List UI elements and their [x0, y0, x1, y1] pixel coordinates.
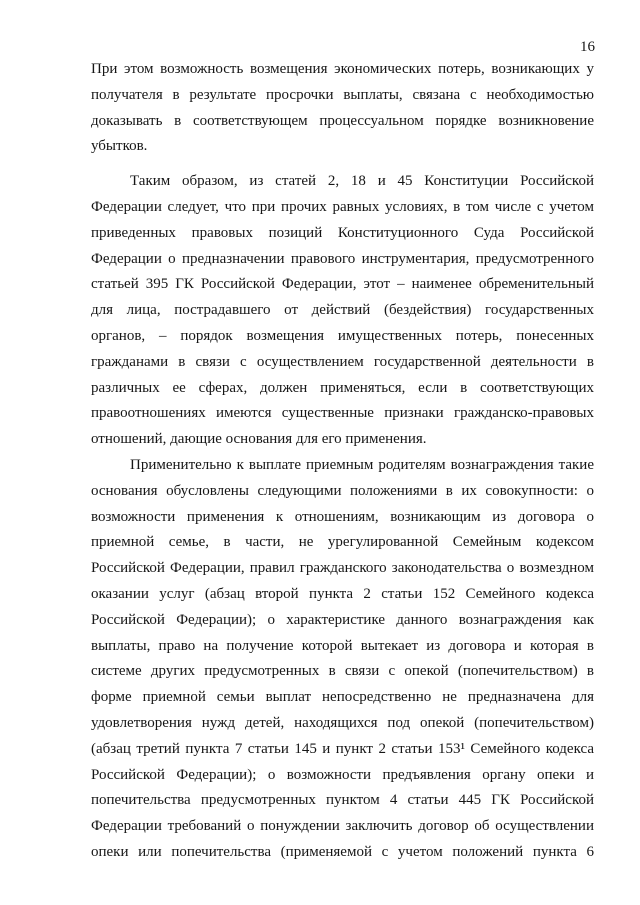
paragraph	[91, 453, 594, 866]
text-line: Российской Федерации); о характеристике данного вознаграждения как	[91, 611, 594, 628]
text-line: При этом возможность возмещения экономических потерь, возникающих у	[91, 61, 594, 77]
text-line: выплаты, право на получение которой вытекает из договора и которая в	[91, 637, 594, 654]
text-line: Российской Федерации, правил гражданского законодательства о возмездном	[91, 560, 594, 577]
text-line: убытков.	[91, 138, 148, 155]
text-line: Федерации о предназначении правового инструментария, предусмотренного	[91, 250, 594, 267]
text-line: доказывать в соответствующем процессуальном порядке возникновение	[91, 112, 594, 129]
text-line: гражданами в связи с осуществлением государственной деятельности в	[91, 353, 594, 370]
text-line: для лица, пострадавшего от действий (бездействия) государственных	[91, 302, 594, 319]
text-line: получателя в результате просрочки выплаты, связана с необходимостью	[91, 86, 594, 103]
text-line: попечительства предусмотренных пунктом 4 статьи 445 ГК Российской	[91, 792, 594, 809]
text-line: оказании услуг (абзац второй пункта 2 статьи 152 Семейного кодекса	[91, 585, 594, 602]
text-line: правоотношениях имеются существенные признаки гражданско-правовых	[91, 405, 594, 422]
text-line: приемной семье, в части, не урегулированной Семейным кодексом	[91, 534, 594, 551]
text-line: Российской Федерации); о возможности предъявления органу опеки и	[91, 766, 594, 783]
paragraph	[91, 169, 594, 453]
text-line: форме приемной семьи выплат непосредственно не предназначена для	[91, 689, 594, 706]
text-line: возможности применения к отношениям, возникающим из договора о	[91, 508, 594, 525]
text-line: различных ее сферах, должен применяться, если в соответствующих	[91, 379, 594, 396]
paragraph	[91, 57, 594, 160]
text-line: удовлетворения нужд детей, находящихся под опекой (попечительством)	[91, 714, 594, 731]
text-line: отношений, дающие основания для его применения.	[91, 431, 427, 448]
text-line: органов, – порядок возмещения имущественных потерь, понесенных	[91, 327, 594, 344]
body-text	[91, 57, 594, 866]
text-line: Применительно к выплате приемным родителям вознаграждения такие	[130, 456, 594, 473]
text-line: статьей 395 ГК Российской Федерации, этот – наименее обременительный	[91, 276, 594, 293]
text-line: (абзац третий пункта 7 статьи 145 и пункт 2 статьи 153¹ Семейного кодекса	[91, 740, 594, 757]
text-line: основания обусловлены следующими положениями в их совокупности: о	[91, 482, 594, 499]
text-line: Федерации следует, что при прочих равных условиях, в том числе с учетом	[91, 198, 594, 215]
text-line: опеки или попечительства (применяемой с учетом положений пункта 6	[91, 843, 594, 860]
text-line: Таким образом, из статей 2, 18 и 45 Конституции Российской	[130, 173, 594, 190]
page-number: 16	[580, 39, 595, 55]
text-line: приведенных правовых позиций Конституционного Суда Российской	[91, 224, 594, 241]
text-line: Федерации требований о понуждении заключить договор об осуществлении	[91, 818, 594, 835]
text-line: системе других предусмотренных в связи с опекой (попечительством) в	[91, 663, 594, 680]
